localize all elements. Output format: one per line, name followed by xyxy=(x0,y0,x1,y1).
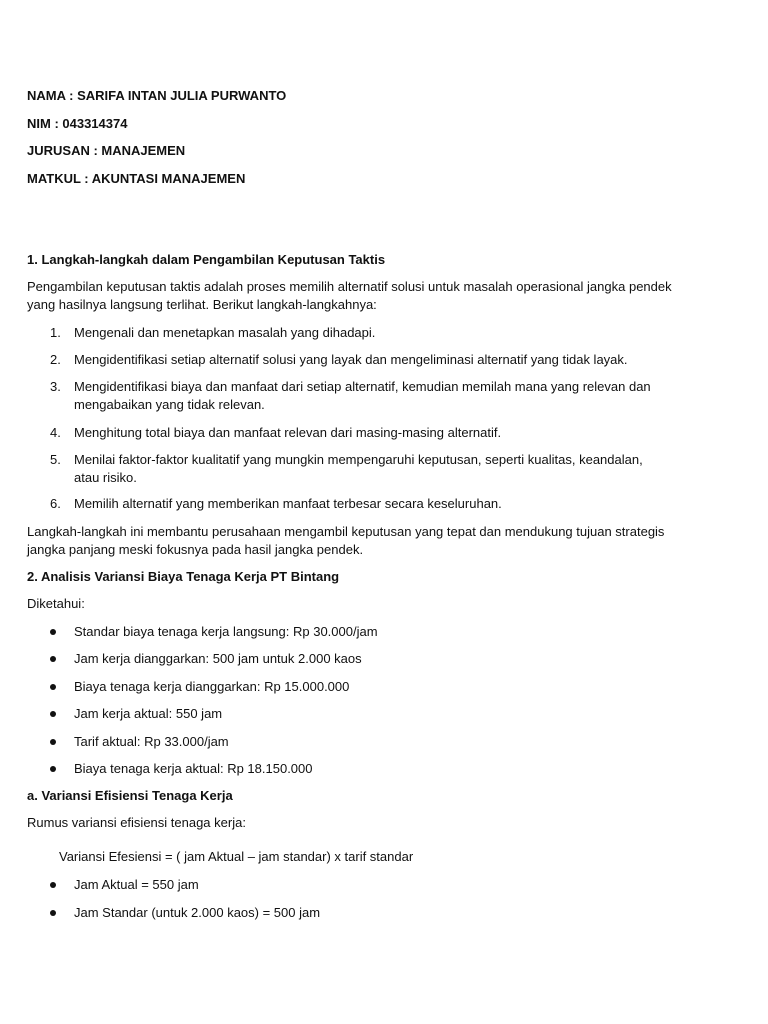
fact-text: Biaya tenaga kerja aktual: Rp 18.150.000 xyxy=(74,761,313,776)
step-text: Menghitung total biaya dan manfaat relevan dari masing-masing alternatif. xyxy=(74,425,502,440)
course-name: MATKUL : AKUNTASI MANAJEMEN xyxy=(27,171,246,186)
student-name: NAMA : SARIFA INTAN JULIA PURWANTO xyxy=(27,88,287,103)
subsection-a-heading: a. Variansi Efisiensi Tenaga Kerja xyxy=(27,788,233,803)
section1-intro: Pengambilan keputusan taktis adalah proses memilih alternatif solusi untuk masalah operasional jangka pendek yang hasilnya langsung terlihat. Berikut langkah-langkahnya: xyxy=(27,279,672,312)
step-number: 2. xyxy=(50,352,61,367)
step-text: Menilai faktor-faktor kualitatif yang mungkin mempengaruhi keputusan, seperti kualitas, keandalan, atau risiko. xyxy=(74,452,643,485)
value-text: Jam Aktual = 550 jam xyxy=(74,877,199,892)
step-text: Mengenali dan menetapkan masalah yang dihadapi. xyxy=(74,325,376,340)
step-number: 5. xyxy=(50,452,61,467)
formula-text: Variansi Efesiensi = ( jam Aktual – jam standar) x tarif standar xyxy=(59,849,414,864)
step-number: 4. xyxy=(50,425,61,440)
bullet-icon xyxy=(50,711,56,717)
formula-label: Rumus variansi efisiensi tenaga kerja: xyxy=(27,815,246,830)
given-label: Diketahui: xyxy=(27,596,85,611)
step-number: 1. xyxy=(50,325,61,340)
bullet-icon xyxy=(50,739,56,745)
bullet-icon xyxy=(50,766,56,772)
value-text: Jam Standar (untuk 2.000 kaos) = 500 jam xyxy=(74,905,321,920)
step-number: 3. xyxy=(50,379,61,394)
bullet-icon xyxy=(50,684,56,690)
step-text: Mengidentifikasi biaya dan manfaat dari setiap alternatif, kemudian memilah mana yang relevan dan mengabaikan yang tidak relevan. xyxy=(74,379,651,412)
fact-text: Biaya tenaga kerja dianggarkan: Rp 15.000.000 xyxy=(74,679,350,694)
section2-heading: 2. Analisis Variansi Biaya Tenaga Kerja PT Bintang xyxy=(27,569,340,584)
step-text: Memilih alternatif yang memberikan manfaat terbesar secara keseluruhan. xyxy=(74,496,502,511)
fact-text: Standar biaya tenaga kerja langsung: Rp 30.000/jam xyxy=(74,624,378,639)
bullet-icon xyxy=(50,882,56,888)
student-major: JURUSAN : MANAJEMEN xyxy=(27,143,186,158)
fact-text: Jam kerja aktual: 550 jam xyxy=(74,706,223,721)
student-nim: NIM : 043314374 xyxy=(27,116,128,131)
fact-text: Tarif aktual: Rp 33.000/jam xyxy=(74,734,229,749)
bullet-icon xyxy=(50,910,56,916)
section1-heading: 1. Langkah-langkah dalam Pengambilan Keputusan Taktis xyxy=(27,252,386,267)
step-text: Mengidentifikasi setiap alternatif solusi yang layak dan mengeliminasi alternatif yang tidak layak. xyxy=(74,352,628,367)
fact-text: Jam kerja dianggarkan: 500 jam untuk 2.000 kaos xyxy=(74,651,362,666)
step-number: 6. xyxy=(50,496,61,511)
section1-closing: Langkah-langkah ini membantu perusahaan mengambil keputusan yang tepat dan mendukung tujuan strategis jangka panjang meski fokusnya pada hasil jangka pendek. xyxy=(27,524,665,557)
bullet-icon xyxy=(50,629,56,635)
bullet-icon xyxy=(50,656,56,662)
